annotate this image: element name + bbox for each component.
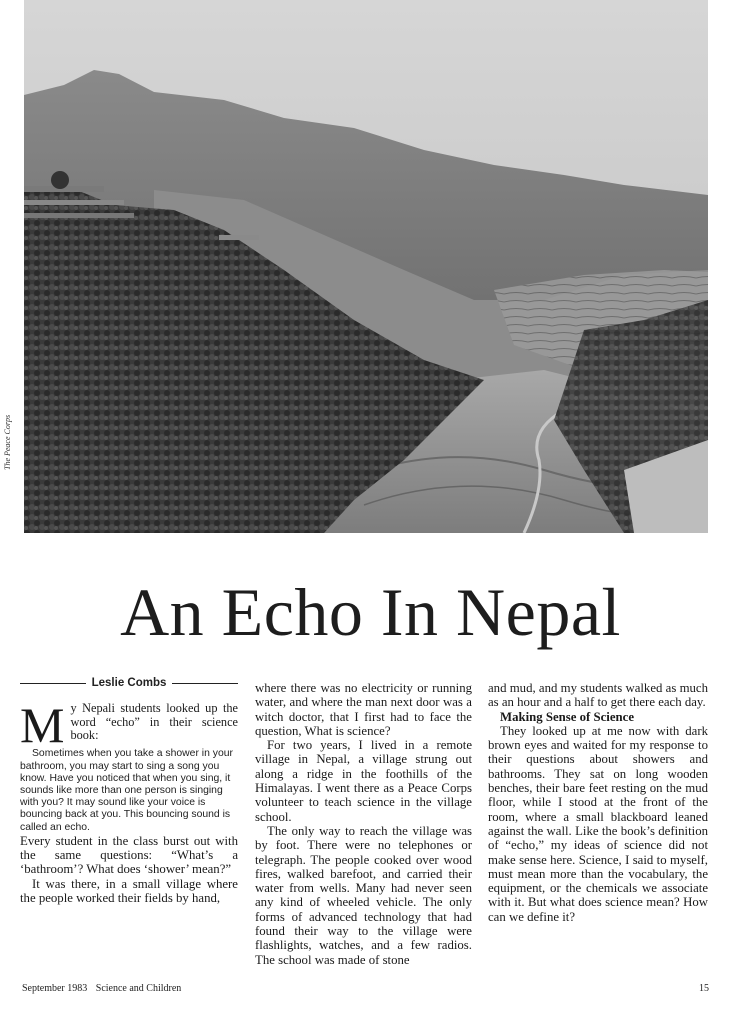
paragraph: For two years, I lived in a remote village in Nepal, a village strung out along a ridge in the foothills of the Himalayas. I went there as a Peace Corps volunteer to teach science in the village school.: [255, 738, 472, 824]
paragraph: It was there, in a small village where the people worked their fields by hand,: [20, 876, 238, 905]
author-name: Leslie Combs: [91, 677, 167, 689]
paragraph: where there was no electricity or running water, and where the man next door was a witch doctor, that I first had to face the question, What is science?: [255, 681, 472, 738]
textbook-excerpt: Sometimes when you take a shower in your bathroom, you may start to sing a song you know. Have you noticed that when you sing, it sounds like more than one person is singing with you? It may sound like your voice is bouncing back at you. This bouncing sound is called an echo.: [20, 748, 233, 833]
footer-left: [22, 983, 181, 994]
publication-name: Science and Children: [95, 983, 182, 994]
column-2: [255, 681, 472, 967]
paragraph: They looked up at me now with dark brown eyes and waited for my response to their questions about showers and bathrooms. They sat on long wooden benches, their bare feet resting on the mud floor, while I stood at the front of the room, where a small blackboard leaned against the wall. Like the book’s definition of “echo,” my ideas of science did not make sense here. Science, I said to myself, must mean more than the vocabulary, the equipment, or the chemicals we associate with it. But what does science mean? How can we define it?: [488, 723, 708, 924]
paragraph: Every student in the class burst out with the same questions: “What’s a ‘bathroom’? What does ‘shower’ mean?”: [20, 833, 238, 877]
page-number: 15: [699, 983, 709, 994]
opening-paragraph: [20, 697, 238, 754]
landscape-photo: [24, 0, 708, 533]
subheading: Making Sense of Science: [500, 709, 635, 724]
opening-text: y Nepali students looked up the word “echo” in their science book:: [70, 701, 238, 743]
byline-rule-right: [172, 683, 238, 684]
column-1: [20, 676, 238, 905]
photo-credit: The Peace Corps: [3, 414, 12, 470]
paragraph: The only way to reach the village was by foot. There were no telephones or telegraph. The people cooked over wood fires, walked barefoot, and carried their water from wells. Many had never seen any kind of wheeled vehicle. The only forms of advanced technology that had found their way to the village were flashlights, watches, and a few radios. The school was made of stone: [255, 823, 472, 967]
article-title: An Echo In Nepal: [120, 574, 621, 650]
column-3: [488, 681, 708, 924]
paragraph: and mud, and my students walked as much as an hour and a half to get there each day.: [488, 681, 708, 710]
byline-rule-left: [20, 683, 86, 684]
byline: [20, 676, 238, 690]
drop-cap: M: [20, 697, 65, 754]
issue-date: September 1983: [22, 983, 88, 994]
